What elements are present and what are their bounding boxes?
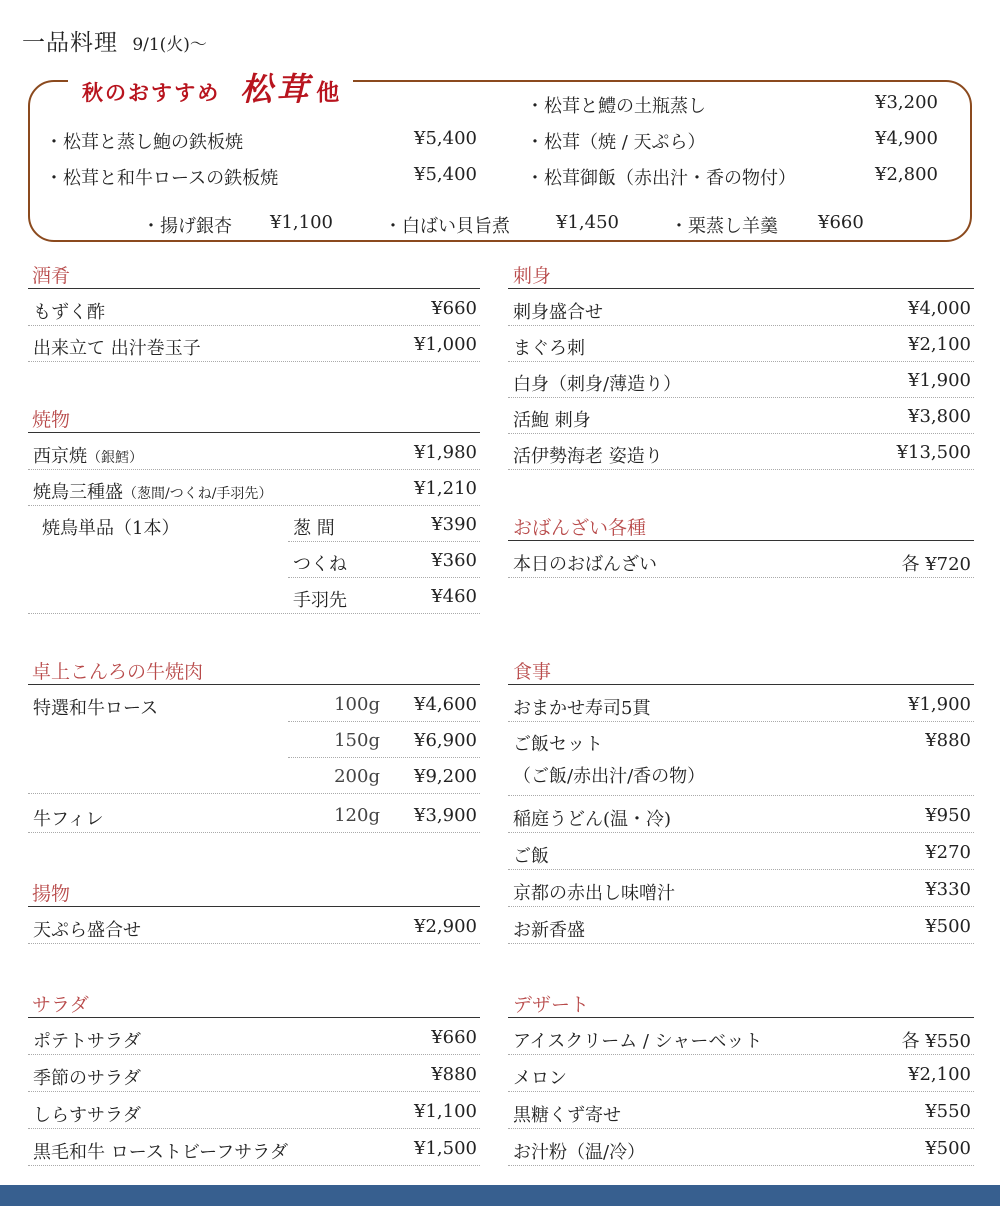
item-price: ¥330 [925, 879, 971, 900]
recommend-item: ・揚げ銀杏 [142, 216, 232, 237]
item-price: ¥360 [431, 550, 477, 571]
item-price: ¥660 [431, 1027, 477, 1048]
menu-row [508, 834, 974, 870]
menu-row [508, 362, 974, 398]
menu-row [288, 686, 480, 722]
section-title: 酒肴 [32, 265, 71, 287]
page-title-text: 一品料理 [22, 30, 118, 56]
recommend-item: ・栗蒸し羊羹 [670, 216, 778, 237]
item-price: ¥1,000 [414, 334, 477, 355]
item-price: ¥1,900 [908, 694, 971, 715]
item-name-sub: （ご飯/赤出汁/香の物） [513, 766, 706, 787]
item-name: しらすサラダ [33, 1105, 141, 1126]
item-name: 葱 間 [293, 518, 335, 539]
section-title: 焼物 [32, 409, 71, 431]
menu-row [288, 542, 480, 578]
menu-row [28, 578, 480, 614]
menu-row [28, 1056, 480, 1092]
item-price: ¥1,210 [414, 478, 477, 499]
item-name: ご飯 [513, 846, 549, 867]
item-price: ¥3,900 [414, 805, 477, 826]
item-name: ポテトサラダ [33, 1031, 141, 1052]
recommend-item: ・白ばい貝旨煮 [384, 216, 510, 237]
divider [508, 684, 974, 685]
item-price: ¥1,980 [414, 442, 477, 463]
item-name-main: 焼鳥三種盛 [33, 482, 123, 503]
recommend-price: ¥4,900 [875, 128, 938, 149]
menu-row [508, 434, 974, 470]
item-name-main: 西京焼 [33, 446, 87, 467]
menu-row [28, 326, 480, 362]
item-weight: 100g [334, 694, 380, 715]
item-price: 各 ¥550 [901, 1031, 971, 1052]
item-price: ¥270 [925, 842, 971, 863]
section-title: 卓上こんろの牛焼肉 [32, 661, 204, 683]
item-price: ¥500 [925, 1138, 971, 1159]
menu-row [508, 1019, 974, 1055]
item-price: ¥2,900 [414, 916, 477, 937]
divider [508, 540, 974, 541]
menu-row [508, 326, 974, 362]
item-price: 各 ¥720 [901, 554, 971, 575]
menu-row [288, 506, 480, 542]
date-text: 9/1(火)～ [132, 35, 207, 55]
divider [28, 684, 480, 685]
item-name: 活鮑 刺身 [513, 410, 591, 431]
item-name: 活伊勢海老 姿造り [513, 446, 663, 467]
item-price: ¥500 [925, 916, 971, 937]
item-name: 稲庭うどん(温・冷) [513, 809, 672, 830]
item-weight: 200g [334, 766, 380, 787]
menu-row [508, 290, 974, 326]
item-name: 牛フィレ [33, 809, 104, 830]
item-price: ¥880 [925, 730, 971, 751]
recommend-price: ¥1,100 [270, 212, 333, 233]
section-title: デザート [513, 994, 590, 1016]
section-title: サラダ [32, 994, 89, 1016]
item-note: （銀鱈） [87, 450, 143, 466]
menu-row [508, 1093, 974, 1129]
item-price: ¥1,900 [908, 370, 971, 391]
menu-row [508, 797, 974, 833]
divider [28, 1017, 480, 1018]
recommend-heading-c: 他 [316, 79, 340, 106]
menu-row [508, 871, 974, 907]
item-weight: 120g [334, 805, 380, 826]
item-name: アイスクリーム / シャーベット [513, 1031, 763, 1052]
menu-row [28, 290, 480, 326]
item-note: （葱間/つくね/手羽先） [123, 486, 273, 502]
menu-row [508, 1056, 974, 1092]
menu-row [508, 686, 974, 722]
recommend-item: ・松茸（焼 / 天ぷら） [526, 132, 706, 153]
item-price: ¥13,500 [896, 442, 971, 463]
item-price: ¥550 [925, 1101, 971, 1122]
item-price: ¥2,100 [908, 1064, 971, 1085]
item-name: お新香盛 [513, 920, 585, 941]
menu-row [28, 1093, 480, 1129]
menu-row [28, 797, 480, 833]
recommend-price: ¥5,400 [414, 128, 477, 149]
divider [28, 906, 480, 907]
yakitori-single-label: 焼鳥単品（1本） [42, 518, 180, 539]
divider [508, 1017, 974, 1018]
item-name: 白身（刺身/薄造り） [513, 374, 682, 395]
menu-row [508, 542, 974, 578]
recommend-price: ¥2,800 [875, 164, 938, 185]
item-price: ¥950 [925, 805, 971, 826]
recommend-price: ¥660 [818, 212, 864, 233]
item-price: ¥9,200 [414, 766, 477, 787]
item-name: 本日のおばんざい [513, 554, 657, 575]
item-price: ¥390 [431, 514, 477, 535]
item-price: ¥6,900 [414, 730, 477, 751]
item-price: ¥4,000 [908, 298, 971, 319]
menu-row [28, 1130, 480, 1166]
item-name: 出来立て 出汁巻玉子 [33, 338, 201, 359]
item-price: ¥1,500 [414, 1138, 477, 1159]
page-title [22, 24, 207, 57]
divider [28, 288, 480, 289]
menu-row [28, 1019, 480, 1055]
item-price: ¥660 [431, 298, 477, 319]
menu-row [508, 908, 974, 944]
item-price: ¥880 [431, 1064, 477, 1085]
section-title: 刺身 [513, 265, 552, 287]
item-price: ¥3,800 [908, 406, 971, 427]
item-price: ¥1,100 [414, 1101, 477, 1122]
menu-row [28, 470, 480, 506]
divider [28, 432, 480, 433]
menu-row [28, 758, 480, 794]
recommend-price: ¥1,450 [556, 212, 619, 233]
item-name: メロン [513, 1068, 567, 1089]
item-name: 黒毛和牛 ローストビーフサラダ [33, 1142, 289, 1163]
item-name: ご飯セット [513, 734, 603, 755]
recommend-heading-a: 秋のおすすめ [82, 80, 221, 105]
wagyu-label: 特選和牛ロース [33, 698, 159, 719]
item-name [33, 442, 143, 468]
item-name: 黒糖くず寄せ [513, 1105, 621, 1126]
item-price: ¥460 [431, 586, 477, 607]
item-name: 刺身盛合せ [513, 302, 603, 323]
item-name: まぐろ刺 [513, 338, 585, 359]
item-name: 手羽先 [293, 590, 347, 611]
recommend-heading-b: 松茸 [240, 70, 313, 108]
item-name: 京都の赤出し味噌汁 [513, 883, 675, 904]
menu-row [288, 722, 480, 758]
item-name: お汁粉（温/冷） [513, 1142, 646, 1163]
footer-bar [0, 1185, 1000, 1206]
menu-row [28, 434, 480, 470]
item-name: つくね [293, 554, 347, 575]
item-price: ¥2,100 [908, 334, 971, 355]
item-name: 季節のサラダ [33, 1068, 141, 1089]
recommend-item: ・松茸御飯（赤出汁・香の物付） [526, 168, 796, 189]
recommend-price: ¥3,200 [875, 92, 938, 113]
menu-row [28, 908, 480, 944]
item-name: おまかせ寿司5貫 [513, 698, 651, 719]
item-name: もずく酢 [33, 302, 105, 323]
section-title: 食事 [513, 661, 552, 683]
item-weight: 150g [334, 730, 380, 751]
item-name: 天ぷら盛合せ [33, 920, 141, 941]
recommend-item: ・松茸と鱧の土瓶蒸し [526, 96, 706, 117]
menu-row [508, 1130, 974, 1166]
menu-row [508, 722, 974, 796]
recommend-price: ¥5,400 [414, 164, 477, 185]
section-title: おばんざい各種 [513, 517, 647, 539]
recommend-item: ・松茸と和牛ロースの鉄板焼 [45, 168, 279, 189]
menu-row [508, 398, 974, 434]
item-price: ¥4,600 [414, 694, 477, 715]
section-title: 揚物 [32, 883, 71, 905]
recommend-item: ・松茸と蒸し鮑の鉄板焼 [45, 132, 243, 153]
recommend-heading [68, 64, 353, 110]
item-name [33, 478, 272, 504]
divider [508, 288, 974, 289]
